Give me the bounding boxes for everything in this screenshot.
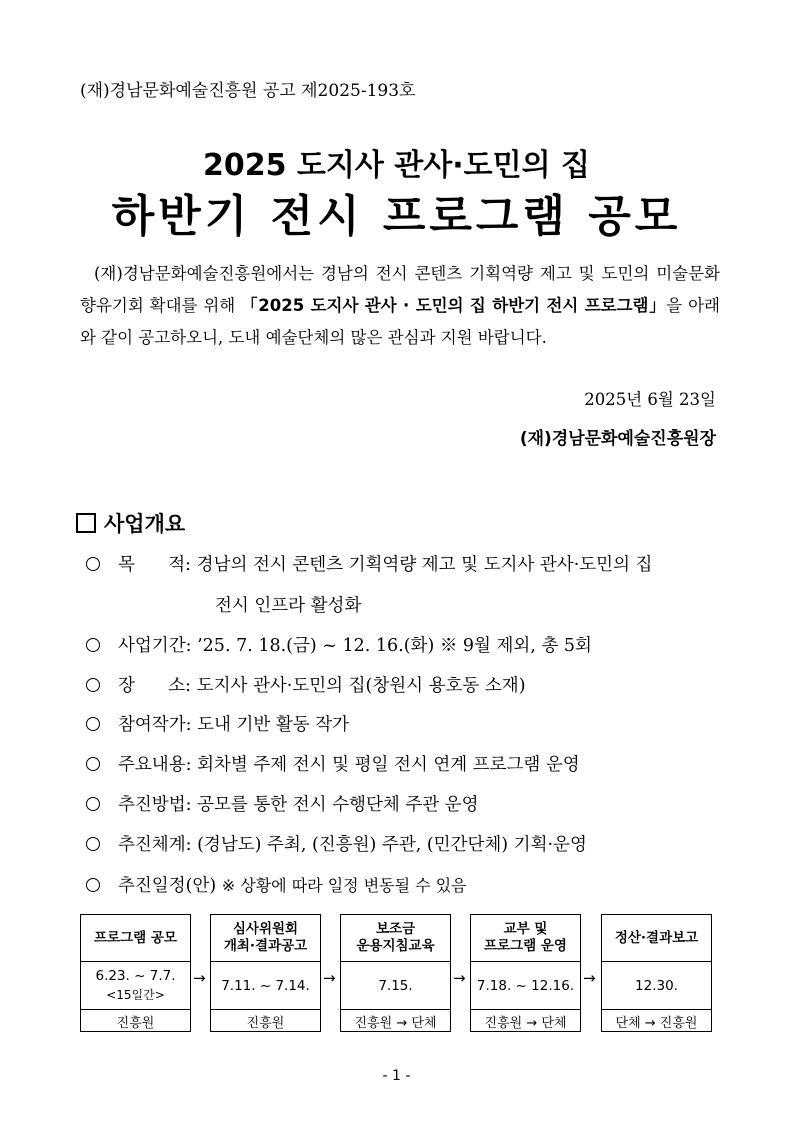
intro-paragraph bbox=[80, 258, 720, 354]
schedule-step bbox=[601, 914, 712, 1032]
item-value: (경남도) 주최, (진흥원) 주관, (민간단체) 기획·운영 bbox=[197, 835, 587, 855]
list-item bbox=[86, 551, 652, 576]
step-duration: <15일간> bbox=[106, 988, 165, 1002]
intro-text-2: 을 아래와 같이 공고하오니, 도내 예술단체의 많은 관심과 지원 바랍니다. bbox=[80, 296, 720, 347]
item-label: 장 소: bbox=[118, 676, 192, 696]
item-label: 참여작가: bbox=[118, 715, 192, 735]
item-label: 사업기간: bbox=[118, 636, 192, 656]
item-value: 공모를 통한 전시 수행단체 주관 운영 bbox=[197, 795, 479, 815]
circle-bullet-icon bbox=[86, 557, 100, 571]
step-owner: 단체 → 진흥원 bbox=[615, 1016, 698, 1031]
list-item bbox=[86, 672, 526, 697]
step-date: 7.18. ~ 12.16. bbox=[471, 962, 580, 1010]
step-owner: 진흥원 → 단체 bbox=[484, 1016, 567, 1031]
item-value: ’25. 7. 18.(금) ~ 12. 16.(화) ※ 9월 제외, 총 5회 bbox=[197, 636, 592, 656]
list-item bbox=[86, 751, 580, 776]
intro-program-name: 「2025 도지사 관사 · 도민의 집 하반기 전시 프로그램」 bbox=[241, 296, 667, 315]
item-label: 목 적: bbox=[118, 555, 192, 575]
list-item bbox=[86, 872, 467, 897]
step-owner: 진흥원 bbox=[246, 1016, 285, 1031]
title-line-2: 하반기 전시 프로그램 공모 bbox=[111, 191, 682, 242]
title-line-1: 2025 도지사 관사·도민의 집 bbox=[202, 148, 591, 183]
list-item bbox=[86, 711, 349, 736]
item-value: 도내 기반 활동 작가 bbox=[197, 715, 350, 735]
schedule-step bbox=[80, 914, 191, 1032]
section-title: 사업개요 bbox=[104, 512, 186, 536]
schedule-flow bbox=[80, 914, 713, 1034]
step-date: 7.11. ~ 7.14. bbox=[211, 962, 320, 1010]
step-date: 6.23. ~ 7.7. <15일간> bbox=[81, 962, 190, 1010]
item-label: 추진일정(안) bbox=[118, 876, 217, 896]
step-heading: 보조금 운용지침교육 bbox=[341, 915, 450, 962]
square-bullet-icon bbox=[76, 513, 96, 533]
notice-number: (재)경남문화예술진흥원 공고 제2025-193호 bbox=[80, 81, 416, 101]
circle-bullet-icon bbox=[86, 638, 100, 652]
schedule-step bbox=[210, 914, 321, 1032]
item-continuation: 전시 인프라 활성화 bbox=[215, 596, 362, 616]
circle-bullet-icon bbox=[86, 757, 100, 771]
schedule-step bbox=[340, 914, 451, 1032]
intro-text-1: (재)경남문화예술진흥원에서는 경남의 전시 콘텐츠 기획역량 제고 및 도민의 미술문화 향유기회 확대를 위해 bbox=[80, 264, 720, 315]
arrow-right-icon: → bbox=[193, 969, 206, 987]
arrow-right-icon: → bbox=[453, 969, 466, 987]
item-value: ※ 상황에 따라 일정 변동될 수 있음 bbox=[221, 876, 467, 895]
step-owner: 진흥원 → 단체 bbox=[354, 1016, 437, 1031]
circle-bullet-icon bbox=[86, 678, 100, 692]
circle-bullet-icon bbox=[86, 878, 100, 892]
step-heading: 심사위원회 개최·결과공고 bbox=[211, 915, 320, 962]
circle-bullet-icon bbox=[86, 717, 100, 731]
circle-bullet-icon bbox=[86, 837, 100, 851]
item-label: 주요내용: bbox=[118, 755, 192, 775]
step-heading: 정산·결과보고 bbox=[602, 915, 711, 962]
item-value: 도지사 관사·도민의 집(창원시 용호동 소재) bbox=[196, 676, 526, 696]
arrow-right-icon: → bbox=[323, 969, 336, 987]
step-date: 12.30. bbox=[602, 962, 711, 1010]
item-label: 추진방법: bbox=[118, 795, 192, 815]
arrow-right-icon: → bbox=[583, 969, 596, 987]
circle-bullet-icon bbox=[86, 797, 100, 811]
notice-date: 2025년 6월 23일 bbox=[584, 390, 716, 409]
step-heading: 교부 및 프로그램 운영 bbox=[471, 915, 580, 962]
page-number: - 1 - bbox=[382, 1068, 411, 1084]
schedule-step bbox=[470, 914, 581, 1032]
item-value: 경남의 전시 콘텐츠 기획역량 제고 및 도지사 관사·도민의 집 bbox=[196, 555, 653, 575]
step-heading: 프로그램 공모 bbox=[81, 915, 190, 962]
item-value: 회차별 주제 전시 및 평일 전시 연계 프로그램 운영 bbox=[197, 755, 580, 775]
list-item bbox=[86, 831, 587, 856]
item-label: 추진체계: bbox=[118, 835, 192, 855]
issuer: (재)경남문화예술진흥원장 bbox=[519, 429, 716, 449]
section-heading bbox=[76, 508, 185, 538]
step-date: 7.15. bbox=[341, 962, 450, 1010]
list-item bbox=[86, 791, 479, 816]
list-item bbox=[86, 632, 592, 657]
step-owner: 진흥원 bbox=[116, 1016, 155, 1031]
